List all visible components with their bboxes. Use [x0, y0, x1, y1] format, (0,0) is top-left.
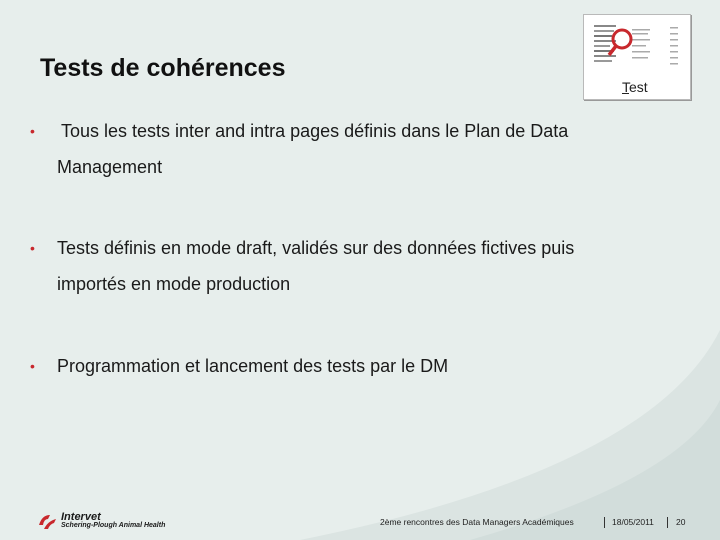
- footer-event: 2ème rencontres des Data Managers Académiques: [380, 517, 574, 527]
- red-bullet-icon: •: [30, 123, 35, 139]
- caption-first-letter: T: [622, 79, 629, 95]
- intervet-logo-icon: [36, 511, 60, 533]
- bullet-line-1: Tous les tests inter and intra pages définis dans le Plan de Data: [61, 121, 569, 141]
- bullet-line-2: Management: [57, 157, 163, 177]
- slide-title: Tests de cohérences: [40, 54, 286, 82]
- intervet-logo: [36, 511, 176, 533]
- caption-rest: est: [629, 79, 648, 95]
- thumbnail-caption: [622, 79, 648, 95]
- bullet-line-1: Programmation et lancement des tests par le DM: [57, 356, 449, 376]
- footer-page-number: 20: [676, 517, 686, 527]
- footer-divider: [604, 517, 605, 528]
- red-bullet-icon: •: [30, 358, 35, 374]
- bullet-line-1: Tests définis en mode draft, validés sur des données fictives puis: [57, 238, 575, 258]
- footer-date: 18/05/2011: [612, 517, 654, 527]
- bullet-line-2: importés en mode production: [57, 274, 291, 294]
- logo-brand-text: Intervet: [61, 511, 101, 523]
- footer-divider: [667, 517, 668, 528]
- red-bullet-icon: •: [30, 240, 35, 256]
- logo-subtitle: Schering-Plough Animal Health: [61, 522, 166, 529]
